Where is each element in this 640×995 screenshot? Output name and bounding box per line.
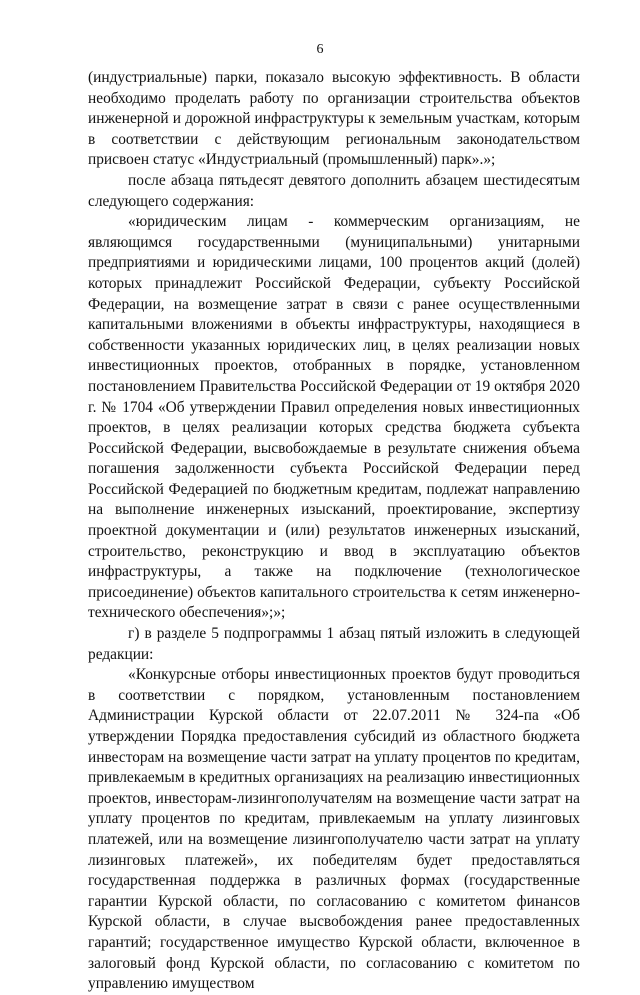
paragraph-section-5-instruction: г) в разделе 5 подпрограммы 1 абзац пятый изложить в следующей редакции: (88, 625, 580, 663)
paragraph-industrial-parks: (индустриальные) парки, показало высокую эффективность. В области необходимо проделать работу по организации строительства объектов инженерной и дорожной инфраструктуры к земельным участкам, которым в соответствии с действующим региональным законодательством присвоен статус «Индустриальный (промышленный) парк».»; (88, 69, 580, 169)
document-body (88, 68, 580, 995)
paragraph-competitive-selection: «Конкурсные отборы инвестиционных проектов будут проводиться в соответствии с порядком, установленным постановлением Администрации Курской области от 22.07.2011 № 324-па «Об утверждении Порядка предоставления субсидий из областного бюджета инвесторам на возмещение части затрат на уплату процентов по кредитам, привлекаемым в кредитных организациях на реализацию инвестиционных проектов, инвесторам-лизингополучателям на возмещение части затрат на уплату процентов по кредитам, привлекаемым на уплату лизинговых платежей, или на возмещение лизингополучателю части затрат на уплату лизинговых платежей», их победителям будет предоставляться государственная поддержка в различных формах (государственные гарантии Курской области, по согласованию с комитетом финансов Курской области, в случае высвобождения ранее предоставленных гарантий; государственное имущество Курской области, включенное в залоговый фонд Курской области, по согласованию с комитетом по управлению имуществом (88, 666, 580, 993)
paragraph-amendment-instruction: после абзаца пятьдесят девятого дополнить абзацем шестидесятым следующего содержания: (88, 171, 580, 210)
paragraph-legal-entities: «юридическим лицам - коммерческим организациям, не являющимся государственными (муниципальными) унитарными предприятиями и юридическими лицами, 100 процентов акций (долей) которых принадлежит Российской Федерации, субъекту Российской Федерации, на возмещение затрат в связи с ранее осуществленными капитальными вложениями в объекты инфраструктуры, находящиеся в собственности указанных юридических лиц, в целях реализации новых инвестиционных проектов, отобранных в порядке, установленном постановлением Правительства Российской Федерации от 19 октября 2020 г. № 1704 «Об утверждении Правил определения новых инвестиционных проектов, в целях реализации которых средства бюджета субъекта Российской Федерации, высвобождаемые в результате снижения объема погашения задолженности субъекта Российской Федерации перед Российской Федерацией по бюджетным кредитам, подлежат направлению на выполнение инженерных изысканий, проектирование, экспертизу проектной документации и (или) результатов инженерных изысканий, строительство, реконструкцию и ввод в эксплуатацию объектов инфраструктуры, а также на подключение (технологическое присоединение) объектов капитального строительства к сетям инженерно-технического обеспечения»;»; (88, 213, 580, 622)
page-number: 6 (316, 42, 324, 57)
